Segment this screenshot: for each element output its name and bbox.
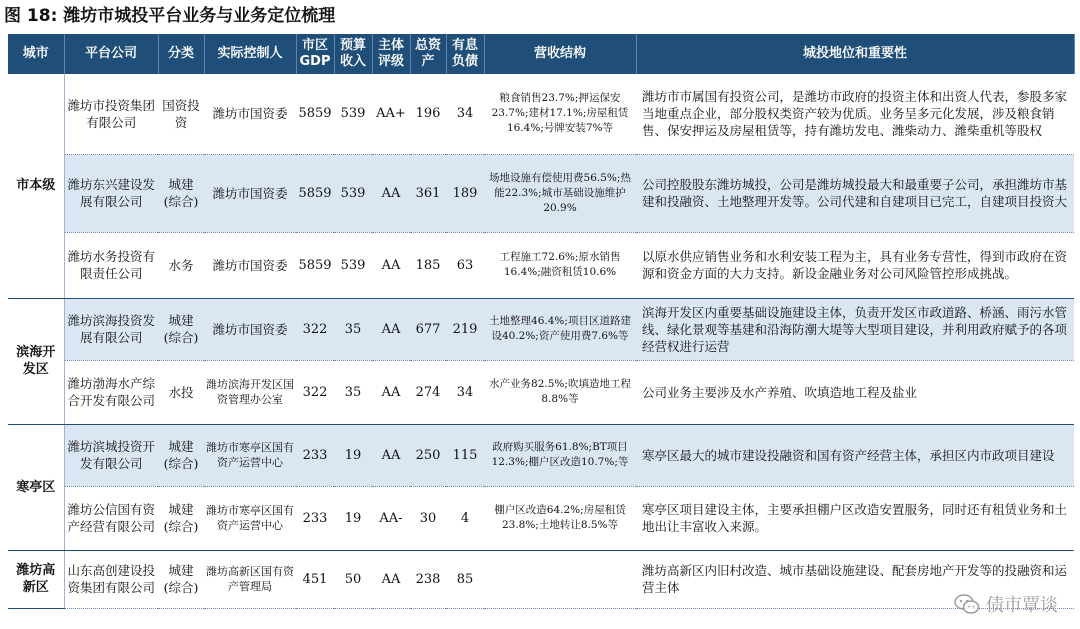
controller-cell: 潍坊市国资委 [204, 232, 296, 298]
type-cell: 城建(综合) [158, 424, 204, 486]
gdp-cell: 5859 [296, 154, 334, 232]
company-cell: 山东高创建设投资集团有限公司 [64, 550, 158, 608]
wechat-icon [954, 593, 980, 615]
budget-cell: 539 [334, 154, 372, 232]
rating-cell: AA+ [372, 74, 410, 154]
assets-cell: 677 [410, 298, 446, 360]
debt-cell: 63 [446, 232, 484, 298]
position-cell: 潍坊高新区内旧村改造、城市基础设施建设、配套房地产开发等的投融资和运营主体 [636, 550, 1074, 608]
revenue-cell: 政府购买服务61.8%;BT项目12.3%;棚户区改造10.7%;等 [484, 424, 636, 486]
assets-cell: 30 [410, 486, 446, 550]
position-cell: 潍坊市市属国有投资公司，是潍坊市政府的投资主体和出资人代表，参股多家当地重点企业，部分股权类资产较为优质。业务呈多元化发展，涉及粮食销售、保安押运及房屋租赁等，持有潍坊发电、潍柴动力、潍柴重机等股权 [636, 74, 1074, 154]
city-cell: 滨海开发区 [8, 298, 64, 424]
rating-cell: AA- [372, 486, 410, 550]
company-cell: 潍坊公信国有资产经营有限公司 [64, 486, 158, 550]
table-row [8, 74, 1074, 154]
assets-cell: 250 [410, 424, 446, 486]
budget-cell: 35 [334, 360, 372, 424]
rating-cell: AA [372, 424, 410, 486]
position-cell: 以原水供应销售业务和水利安装工程为主，具有业务专营性，得到市政府在资源和资金方面的大力支持。新设金融业务对公司风险管控形成挑战。 [636, 232, 1074, 298]
position-cell: 公司业务主要涉及水产养殖、吹填造地工程及盐业 [636, 360, 1074, 424]
company-cell: 潍坊滨海投资发展有限公司 [64, 298, 158, 360]
watermark [954, 591, 1058, 617]
revenue-cell: 水产业务82.5%;吹填造地工程8.8%等 [484, 360, 636, 424]
controller-cell: 潍坊市寒亭区国有资产运营中心 [204, 424, 296, 486]
debt-cell: 34 [446, 360, 484, 424]
watermark-text: 债市覃谈 [986, 595, 1058, 616]
city-cell: 潍坊高新区 [8, 550, 64, 608]
city-cell: 市本级 [8, 74, 64, 298]
budget-cell: 19 [334, 424, 372, 486]
assets-cell: 185 [410, 232, 446, 298]
col-header-city: 城市 [8, 34, 64, 74]
budget-cell: 19 [334, 486, 372, 550]
budget-cell: 35 [334, 298, 372, 360]
rating-cell: AA [372, 298, 410, 360]
table-row [8, 154, 1074, 232]
gdp-cell: 451 [296, 550, 334, 608]
company-cell: 潍坊东兴建设发展有限公司 [64, 154, 158, 232]
table-row [8, 298, 1074, 360]
debt-cell: 189 [446, 154, 484, 232]
debt-cell: 115 [446, 424, 484, 486]
budget-cell: 539 [334, 232, 372, 298]
budget-cell: 50 [334, 550, 372, 608]
rating-cell: AA [372, 550, 410, 608]
company-cell: 潍坊市投资集团有限公司 [64, 74, 158, 154]
debt-cell: 85 [446, 550, 484, 608]
col-header-gdp: 市区GDP [296, 34, 334, 74]
assets-cell: 196 [410, 74, 446, 154]
table-row [8, 550, 1074, 608]
debt-cell: 4 [446, 486, 484, 550]
position-cell: 寒亭区最大的城市建设投融资和国有资产经营主体，承担区内市政项目建设 [636, 424, 1074, 486]
table-row [8, 232, 1074, 298]
company-cell: 潍坊渤海水产综合开发有限公司 [64, 360, 158, 424]
rating-cell: AA [372, 232, 410, 298]
col-header-budget: 预算收入 [334, 34, 372, 74]
type-cell: 城建(综合) [158, 298, 204, 360]
position-cell: 公司控股股东潍坊城投，公司是潍坊城投最大和最重要子公司，承担潍坊市基建和投融资、土地整理开发等。公司代建和自建项目已完工，自建项目投资大 [636, 154, 1074, 232]
revenue-cell: 土地整理46.4%;项目区道路建设40.2%;资产使用费7.6%等 [484, 298, 636, 360]
company-cell: 潍坊滨城投资开发有限公司 [64, 424, 158, 486]
position-cell: 滨海开发区内重要基础设施建设主体，负责开发区市政道路、桥涵、雨污水管线、绿化景观等基建和沿海防潮大堤等大型项目建设，并利用政府赋予的各项经营权进行运营 [636, 298, 1074, 360]
col-header-rating: 主体评级 [372, 34, 410, 74]
col-header-revenue: 营收结构 [484, 34, 636, 74]
controller-cell: 潍坊滨海开发区国资管理办公室 [204, 360, 296, 424]
revenue-cell: 工程施工72.6%;原水销售16.4%;融资租赁10.6% [484, 232, 636, 298]
type-cell: 城建(综合) [158, 550, 204, 608]
assets-cell: 361 [410, 154, 446, 232]
company-cell: 潍坊水务投资有限责任公司 [64, 232, 158, 298]
controller-cell: 潍坊高新区国有资产管理局 [204, 550, 296, 608]
gdp-cell: 233 [296, 486, 334, 550]
budget-cell: 539 [334, 74, 372, 154]
revenue-cell: 场地设施有偿使用费56.5%;热能22.3%;城市基础设施维护20.9% [484, 154, 636, 232]
gdp-cell: 233 [296, 424, 334, 486]
rating-cell: AA [372, 360, 410, 424]
controller-cell: 潍坊市国资委 [204, 74, 296, 154]
debt-cell: 219 [446, 298, 484, 360]
type-cell: 城建(综合) [158, 486, 204, 550]
col-header-position: 城投地位和重要性 [636, 34, 1074, 74]
table-row [8, 424, 1074, 486]
rating-cell: AA [372, 154, 410, 232]
col-header-controller: 实际控制人 [204, 34, 296, 74]
controller-cell: 潍坊市寒亭区国有资产运营中心 [204, 486, 296, 550]
header-row [8, 34, 1074, 74]
revenue-cell [484, 550, 636, 608]
city-cell: 寒亭区 [8, 424, 64, 550]
table-row [8, 360, 1074, 424]
controller-cell: 潍坊市国资委 [204, 298, 296, 360]
figure-title: 图 18: 潍坊市城投平台业务与业务定位梳理 [4, 6, 336, 26]
gdp-cell: 5859 [296, 232, 334, 298]
table-row [8, 486, 1074, 550]
type-cell: 水务 [158, 232, 204, 298]
revenue-cell: 棚户区改造64.2%;房屋租赁23.8%;土地转让8.5%等 [484, 486, 636, 550]
type-cell: 国资投资 [158, 74, 204, 154]
col-header-company: 平台公司 [64, 34, 158, 74]
gdp-cell: 5859 [296, 74, 334, 154]
col-header-assets: 总资产 [410, 34, 446, 74]
assets-cell: 238 [410, 550, 446, 608]
controller-cell: 潍坊市国资委 [204, 154, 296, 232]
col-header-debt: 有息负债 [446, 34, 484, 74]
debt-cell: 34 [446, 74, 484, 154]
type-cell: 城建(综合) [158, 154, 204, 232]
gdp-cell: 322 [296, 298, 334, 360]
type-cell: 水投 [158, 360, 204, 424]
revenue-cell: 粮食销售23.7%;押运保安23.7%;建材17.1%;房屋租赁16.4%;号牌安装7%等 [484, 74, 636, 154]
assets-cell: 274 [410, 360, 446, 424]
col-header-type: 分类 [158, 34, 204, 74]
gdp-cell: 322 [296, 360, 334, 424]
position-cell: 寒亭区项目建设主体，主要承担棚户区改造安置服务，同时还有租赁业务和土地出让丰富收入来源。 [636, 486, 1074, 550]
platform-table [8, 34, 1075, 609]
